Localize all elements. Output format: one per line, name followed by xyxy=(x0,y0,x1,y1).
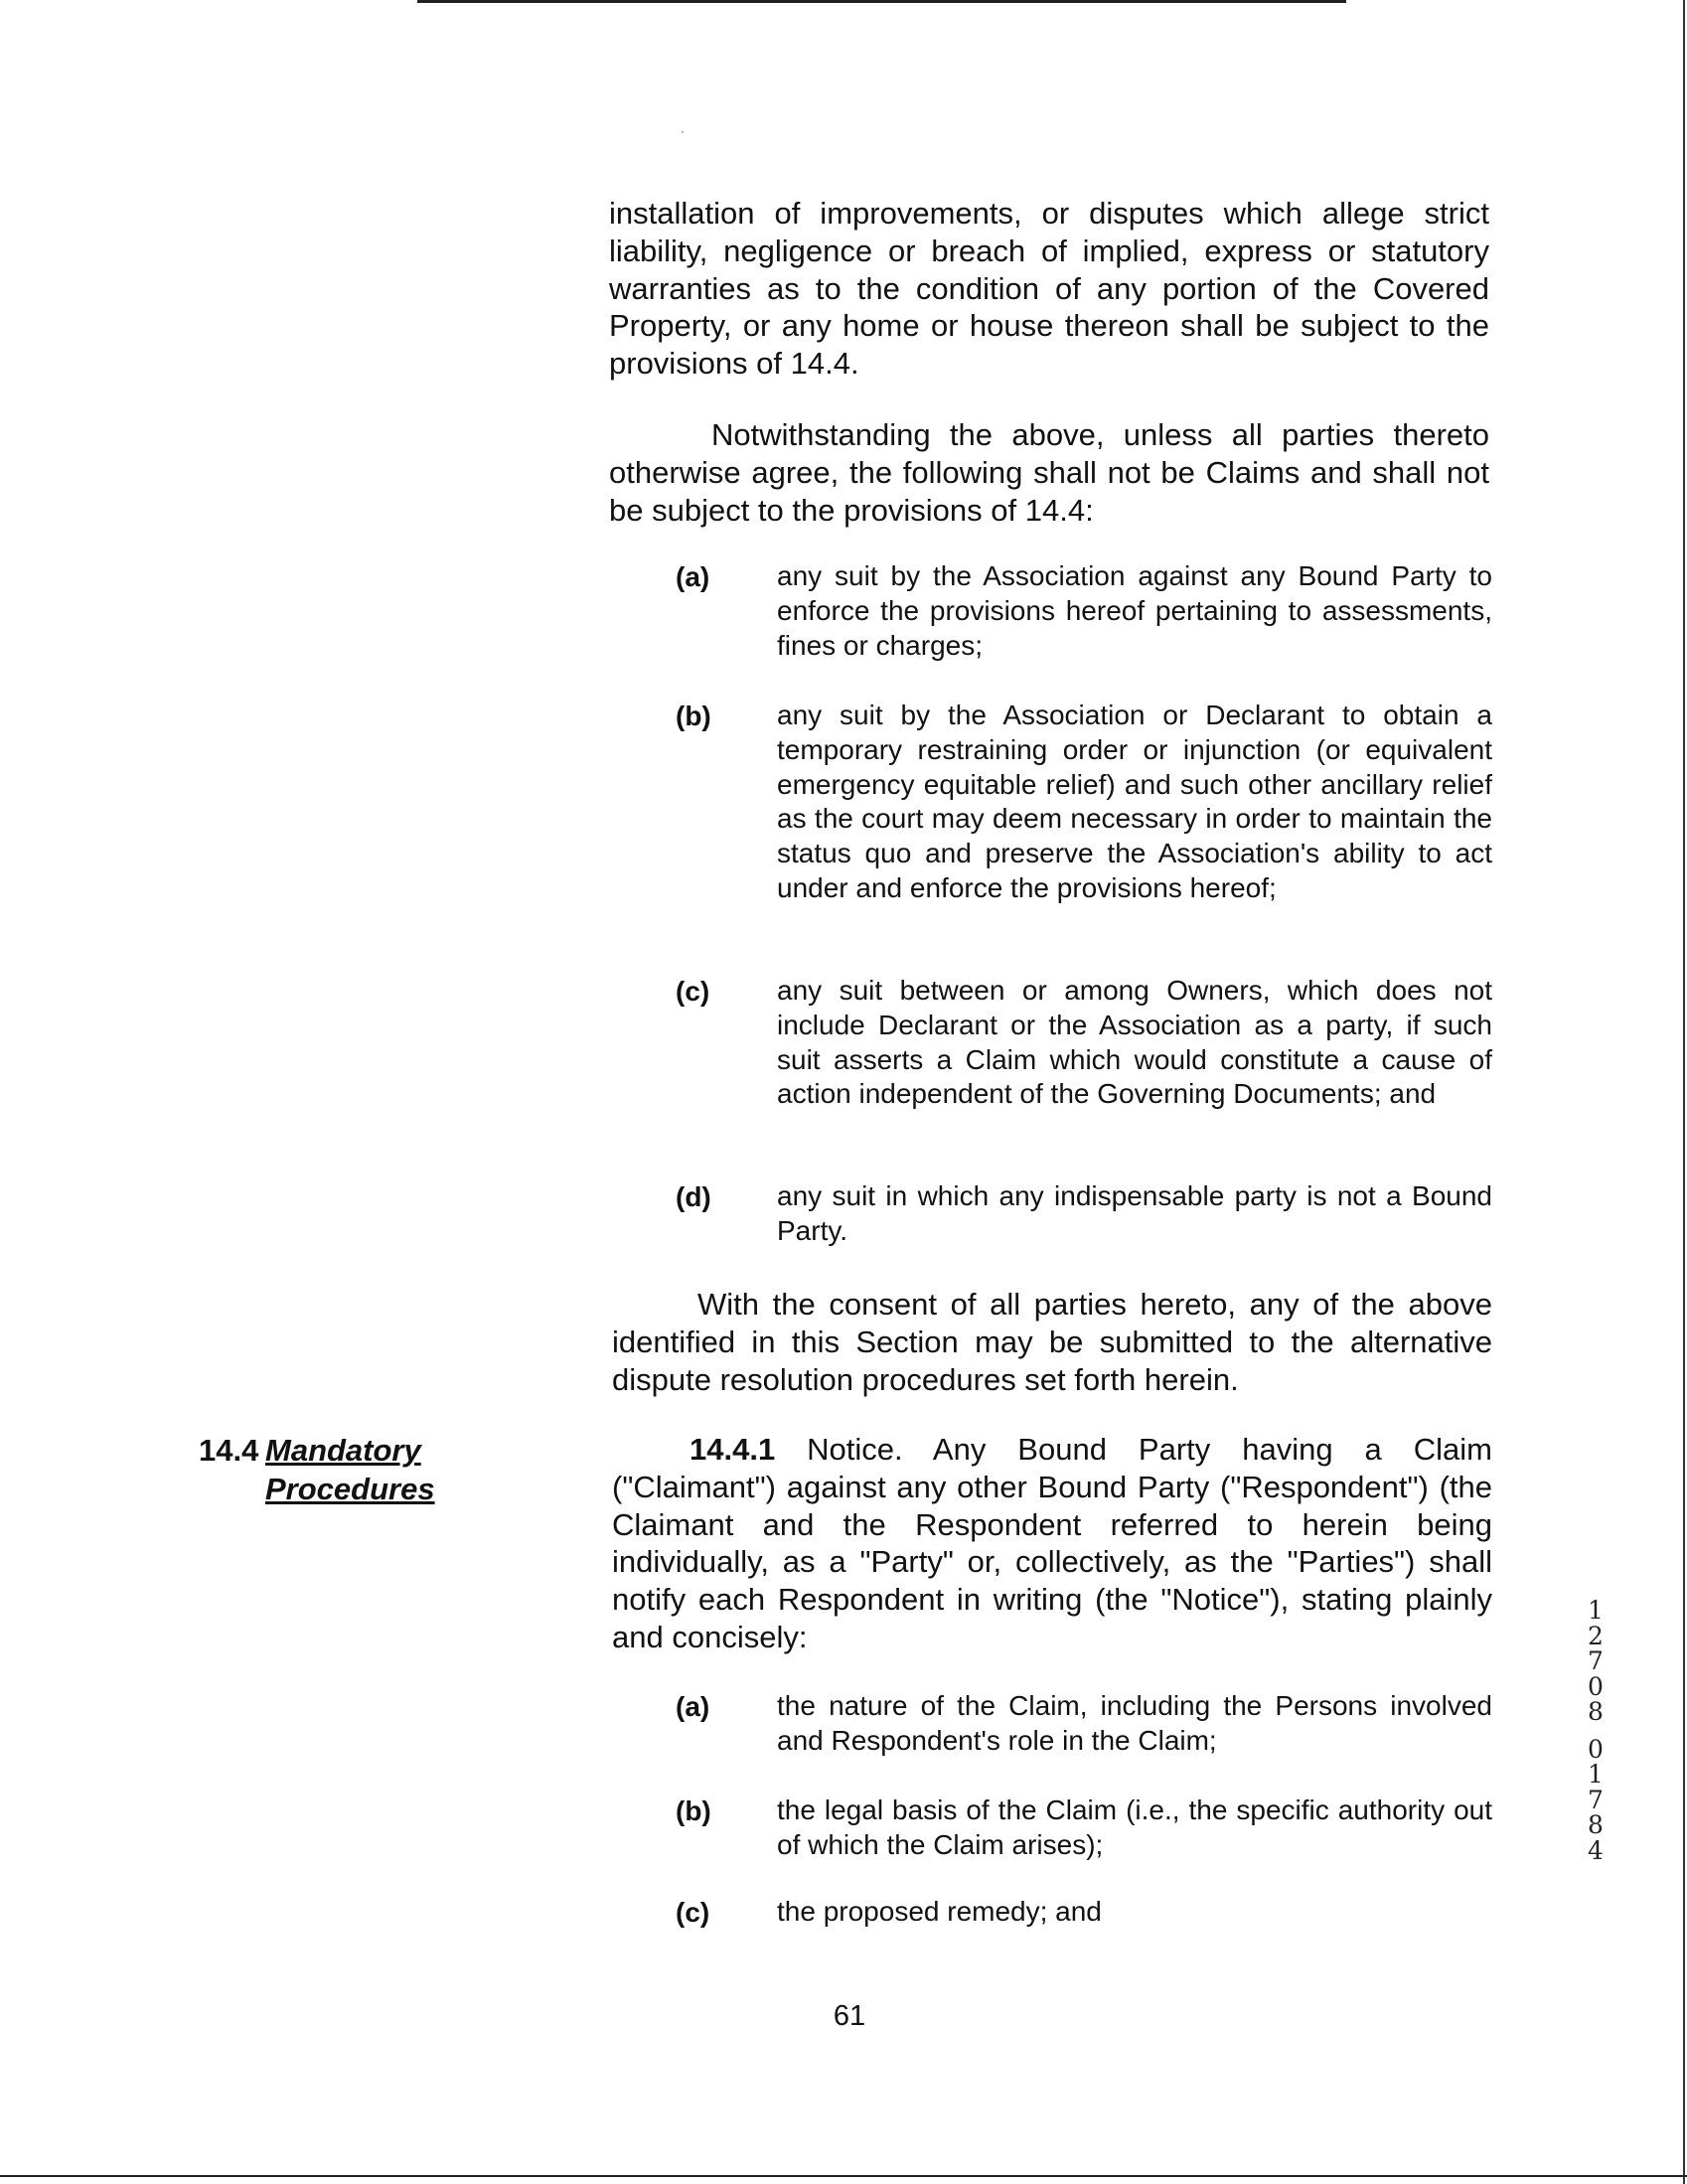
notice-text: the nature of the Claim, including the Persons involved and Respondent's role in the Claim; xyxy=(777,1690,1492,1756)
top-scan-border xyxy=(417,0,1346,3)
notice-text: the proposed remedy; and xyxy=(777,1896,1102,1927)
exclusion-text: any suit by the Association or Declarant to obtain a temporary restraining order or injunction (or equivalent emergency equitable relief) and such other ancillary relief as the court may deem necessary in order to maintain the status quo and preserve the Association's ability to act under and enforce the provisions hereof; xyxy=(777,700,1492,903)
continuation-paragraph: installation of improvements, or disputes which allege strict liability, negligence or breach of implied, express or statutory warranties as to the condition of any portion of the Covered Property, or any home or house thereon shall be subject to the provisions of 14.4. xyxy=(609,196,1489,382)
bottom-scan-border xyxy=(0,2175,1687,2177)
exclusion-text: any suit between or among Owners, which does not include Declarant or the Association as a party, if such suit asserts a Claim which would constitute a cause of action independent of the Governing Documents; and xyxy=(777,975,1492,1110)
exclusion-text: any suit in which any indispensable party is not a Bound Party. xyxy=(777,1180,1492,1246)
notwithstanding-paragraph: Notwithstanding the above, unless all parties thereto otherwise agree, the following shall not be Claims and shall not be subject to the provisions of 14.4: xyxy=(609,417,1489,528)
page-number: 61 xyxy=(833,2000,866,2032)
exclusion-label: (c) xyxy=(676,976,710,1007)
recording-stamp xyxy=(1581,1598,1610,1863)
stamp-part2: 01784 xyxy=(1588,1734,1604,1865)
subsection-number: 14.4.1 xyxy=(690,1432,776,1467)
consent-paragraph: With the consent of all parties hereto, any of the above identified in this Section may be submitted to the alternative dispute resolution procedures set forth herein. xyxy=(612,1287,1492,1397)
exclusion-label: (d) xyxy=(676,1181,711,1212)
notice-label: (b) xyxy=(676,1795,711,1826)
notice-label: (c) xyxy=(676,1897,710,1928)
section-title-line2: Procedures xyxy=(265,1472,435,1506)
stamp-part1: 12708 xyxy=(1588,1596,1604,1726)
scan-speck xyxy=(682,131,684,133)
right-scan-border xyxy=(1683,0,1685,2184)
subsection-text: Notice. Any Bound Party having a Claim ("Claimant") against any other Bound Party ("Respondent") (the Claimant and the Respondent referred to herein being individually, as a "Party" or, collectively, as the "Parties") shall notify each Respondent in writing (the "Notice"), stating plainly and concisely: xyxy=(612,1432,1492,1654)
section-title-line1: Mandatory xyxy=(265,1433,421,1468)
exclusion-label: (b) xyxy=(676,701,711,731)
section-number: 14.4 xyxy=(199,1433,259,1468)
notice-label: (a) xyxy=(676,1691,710,1722)
notice-paragraph xyxy=(612,1431,1492,1656)
exclusion-text: any suit by the Association against any Bound Party to enforce the provisions hereof pertaining to assessments, fines or charges; xyxy=(777,560,1492,661)
notice-text: the legal basis of the Claim (i.e., the specific authority out of which the Claim arises); xyxy=(777,1794,1492,1860)
exclusion-label: (a) xyxy=(676,561,710,592)
